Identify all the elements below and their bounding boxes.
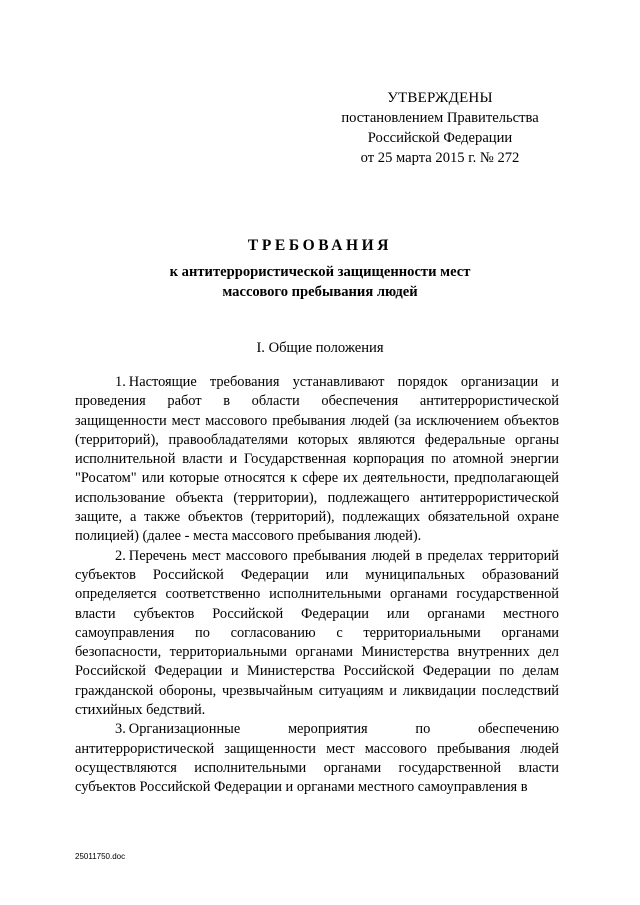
approval-stamp — [330, 88, 550, 168]
paragraph-text: Настоящие требования устанавливают порядок организации и проведения работ в области обеспечения антитеррористической защищенности мест массового пребывания людей (за исключением объектов (территорий), правообладателями которых являются федеральные органы исполнительной власти и Государственная корпорация по атомной энергии "Росатом" или которые относятся к сфере их деятельности, предполагающей использование объекта (территории), подлежащего антитеррористической защите, а также объектов (территорий), подлежащих обязательной охране полицией) (далее - места массового пребывания людей). — [75, 374, 559, 545]
approved-label: УТВЕРЖДЕНЫ — [387, 90, 493, 106]
paragraph-number: 1. — [115, 374, 126, 390]
paragraph-2 — [75, 547, 559, 721]
document-title-block — [0, 236, 640, 302]
paragraph-text: Организационные мероприятия по обеспечению антитеррористической защищенности мест массового пребывания людей осуществляются исполнительными органами государственной власти субъектов Российской Федерации и органами местного самоуправления в — [75, 721, 559, 796]
paragraph-1 — [75, 373, 559, 547]
document-subtitle-line-2: массового пребывания людей — [222, 284, 418, 300]
approval-line-2: Российской Федерации — [367, 130, 513, 146]
approval-line-3: от 25 марта 2015 г. № 272 — [360, 150, 520, 166]
approval-line-1: постановлением Правительства — [341, 110, 539, 126]
paragraph-number: 2. — [115, 547, 126, 564]
document-subtitle-line-1: к антитеррористической защищенности мест — [169, 264, 471, 280]
paragraph-text: Перечень мест массового пребывания людей в пределах территорий субъектов Российской Федерации или муниципальных образований определяется соответственно исполнительными органами государственной власти субъектов Российской Федерации или органами местного самоуправления по согласованию с территориальными органами безопасности, территориальными органами Министерства внутренних дел Российской Федерации и Министерства Российской Федерации по делам гражданской обороны, чрезвычайным ситуациям и ликвидации последствий стихийных бедствий. — [75, 547, 559, 719]
footer-file-code: 25011750.doc — [75, 852, 126, 861]
document-body — [75, 373, 559, 798]
document-title: ТРЕБОВАНИЯ — [247, 237, 393, 254]
paragraph-3 — [75, 720, 559, 797]
paragraph-number: 3. — [115, 721, 126, 738]
section-heading: I. Общие положения — [256, 340, 384, 356]
